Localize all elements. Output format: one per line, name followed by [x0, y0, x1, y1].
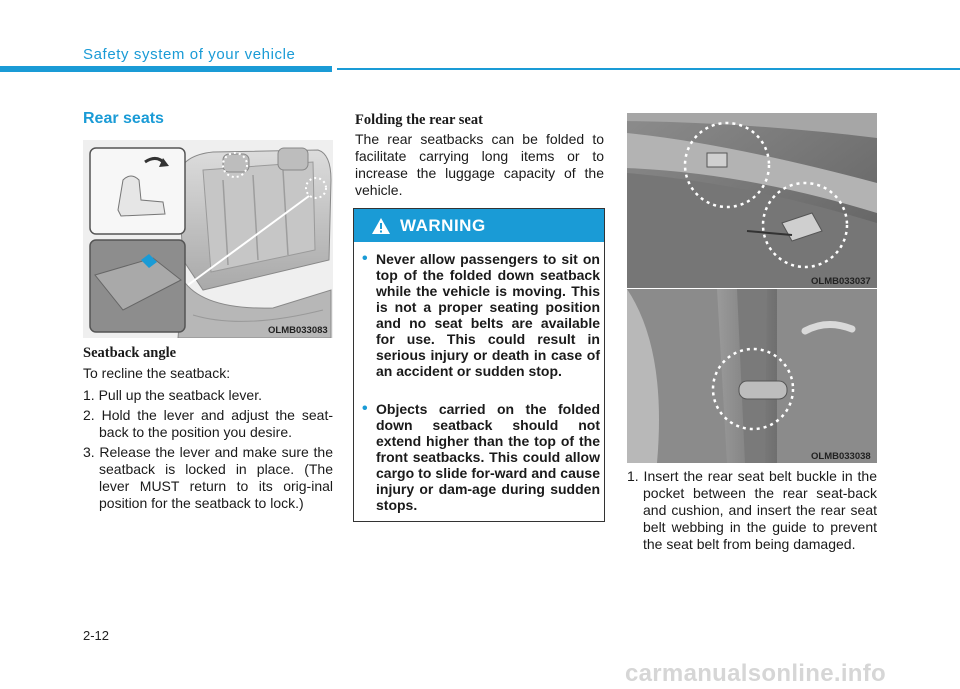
warning-title: WARNING [400, 216, 486, 235]
buckle-step-1: 1. Insert the rear seat belt buckle in the pocket between the rear seat-back and cushion, and insert the rear seat belt webbing in the guide to prevent the seat belt from being damaged. [627, 468, 877, 552]
buckle-pocket-figure [627, 113, 877, 288]
folding-rear-seat-subtitle: Folding the rear seat [355, 112, 483, 128]
warning-header [354, 209, 604, 242]
warning-item-2 [362, 401, 600, 513]
warning-item-2-text: Objects carried on the folded down seatback should not extend higher than the top of the front seatbacks. This could allow cargo to slide for-ward and cause injury or dam-age during sudden stops. [376, 401, 600, 513]
bullet-icon: • [362, 250, 368, 267]
belt-guide-figure [627, 289, 877, 463]
watermark: carmanualsonline.info [625, 660, 887, 687]
seat-buckle-illustration [627, 113, 877, 288]
recline-intro: To recline the seatback: [83, 365, 231, 381]
warning-item-1 [362, 251, 600, 379]
page-number: 2-12 [83, 628, 110, 643]
folding-intro: The rear seatbacks can be folded to facilitate carrying long items or to increase the luggage capacity of the vehicle. [355, 131, 604, 198]
seatback-lever-figure [83, 140, 333, 338]
warning-triangle-icon [371, 217, 391, 235]
recline-step-2: 2. Hold the lever and adjust the seat-back to the position you desire. [83, 407, 333, 440]
figure-code-right-2: OLMB033038 [811, 451, 871, 462]
belt-guide-illustration [627, 289, 877, 463]
warning-item-1-text: Never allow passengers to sit on top of the folded down seatback while the vehicle is moving. This is not a proper seating position and no seat belts are available for use. This could result in serious injury or death in case of an accident or sudden stop. [376, 251, 600, 379]
recline-step-1: 1. Pull up the seatback lever. [83, 387, 262, 403]
seatback-angle-subtitle: Seatback angle [83, 345, 177, 361]
figure-code-left: OLMB033083 [268, 325, 328, 336]
figure-code-right-1: OLMB033037 [811, 276, 871, 287]
bullet-icon: • [362, 400, 368, 417]
header-rule-thick [0, 66, 332, 72]
rear-seats-title: Rear seats [83, 110, 164, 127]
section-header: Safety system of your vehicle [83, 46, 296, 63]
warning-box [353, 208, 605, 522]
seat-illustration [83, 140, 333, 338]
recline-step-3: 3. Release the lever and make sure the seatback is locked in place. (The lever MUST return to its orig-inal position for the seatback to lock.) [83, 444, 333, 511]
header-rule-thin [337, 68, 960, 70]
